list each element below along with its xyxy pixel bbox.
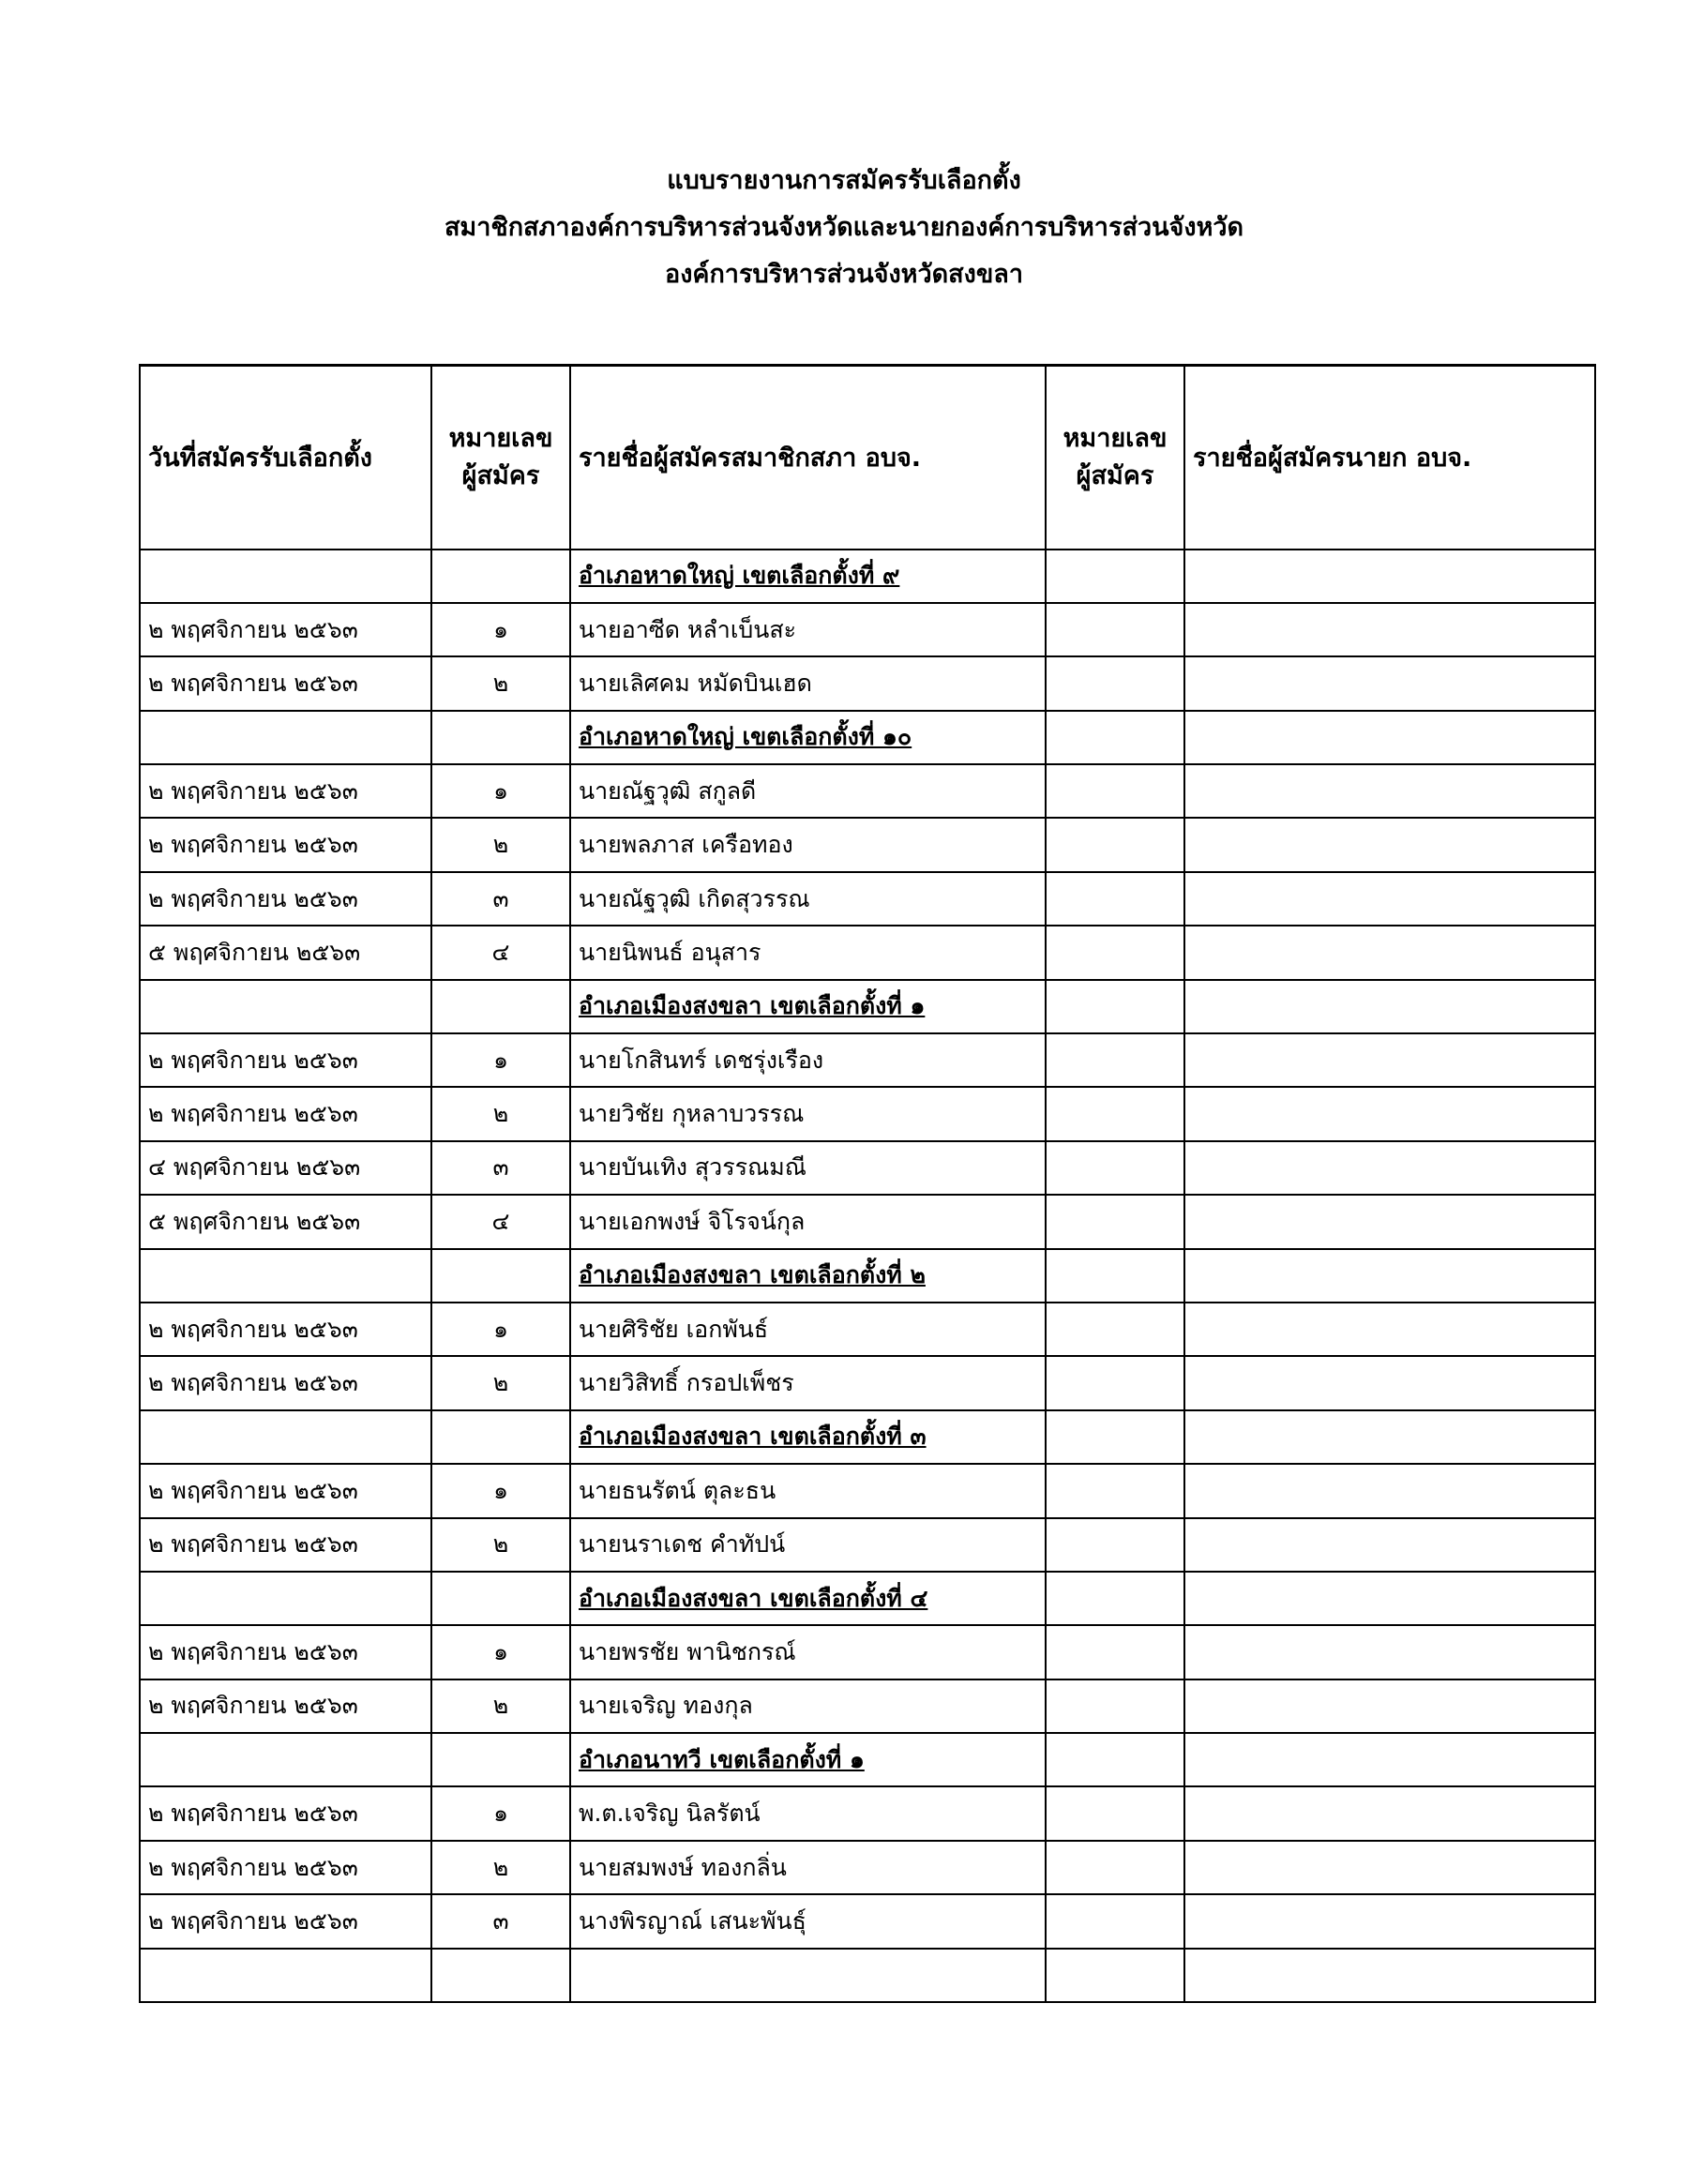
number-cell: ๓ <box>431 872 570 926</box>
date-cell: ๒ พฤศจิกายน ๒๕๖๓ <box>140 818 431 871</box>
mayor-name-cell <box>1184 1303 1595 1356</box>
district-row <box>140 980 1595 1033</box>
mayor-number-cell <box>1046 818 1184 871</box>
table-row <box>140 603 1595 656</box>
table-row <box>140 818 1595 871</box>
header-date: วันที่สมัครรับเลือกตั้ง <box>140 366 431 550</box>
mayor-number-cell <box>1046 1679 1184 1733</box>
number-cell: ๒ <box>431 1679 570 1733</box>
candidate-name-cell: นายสมพงษ์ ทองกลิ่น <box>570 1841 1046 1894</box>
mayor-number-cell <box>1046 1464 1184 1517</box>
date-cell: ๒ พฤศจิกายน ๒๕๖๓ <box>140 1894 431 1948</box>
mayor-number-cell <box>1046 980 1184 1033</box>
candidate-name-cell: พ.ต.เจริญ นิลรัตน์ <box>570 1786 1046 1840</box>
header-mayor-number-line1: หมายเลข <box>1063 423 1168 453</box>
mayor-name-cell <box>1184 656 1595 710</box>
mayor-number-cell <box>1046 1894 1184 1948</box>
district-row <box>140 1733 1595 1786</box>
title-line-3: องค์การบริหารส่วนจังหวัดสงขลา <box>665 260 1023 289</box>
date-cell <box>140 980 431 1033</box>
table-row <box>140 926 1595 979</box>
table-row <box>140 1679 1595 1733</box>
date-cell <box>140 1410 431 1464</box>
date-cell <box>140 1949 431 2002</box>
mayor-number-cell <box>1046 603 1184 656</box>
candidate-name-cell: นายวิชัย กุหลาบวรรณ <box>570 1087 1046 1140</box>
header-number <box>431 366 570 550</box>
number-cell <box>431 711 570 764</box>
mayor-number-cell <box>1046 1949 1184 2002</box>
mayor-name-cell <box>1184 1464 1595 1517</box>
date-cell: ๒ พฤศจิกายน ๒๕๖๓ <box>140 1303 431 1356</box>
candidate-name-cell <box>570 1949 1046 2002</box>
district-row <box>140 1410 1595 1464</box>
mayor-name-cell <box>1184 926 1595 979</box>
date-cell: ๒ พฤศจิกายน ๒๕๖๓ <box>140 603 431 656</box>
mayor-number-cell <box>1046 1087 1184 1140</box>
mayor-number-cell <box>1046 1356 1184 1409</box>
date-cell: ๒ พฤศจิกายน ๒๕๖๓ <box>140 872 431 926</box>
candidate-name-cell: นายอาซีด หลำเบ็นสะ <box>570 603 1046 656</box>
mayor-name-cell <box>1184 1679 1595 1733</box>
date-cell <box>140 711 431 764</box>
date-cell <box>140 1249 431 1303</box>
number-cell <box>431 1249 570 1303</box>
candidate-name-cell: นายณัฐวุฒิ เกิดสุวรรณ <box>570 872 1046 926</box>
district-label: อำเภอหาดใหญ่ เขตเลือกตั้งที่ ๙ <box>570 550 1046 603</box>
mayor-name-cell <box>1184 1410 1595 1464</box>
mayor-name-cell <box>1184 764 1595 818</box>
candidate-table <box>139 364 1596 2003</box>
district-row <box>140 1249 1595 1303</box>
candidate-name-cell: นายนราเดช คำทัปน์ <box>570 1518 1046 1572</box>
mayor-name-cell <box>1184 1949 1595 2002</box>
table-row <box>140 764 1595 818</box>
candidate-name-cell: นายศิริชัย เอกพันธ์ <box>570 1303 1046 1356</box>
table-header-row <box>140 366 1595 550</box>
candidate-name-cell: นายเอกพงษ์ จิโรจน์กุล <box>570 1195 1046 1248</box>
district-row <box>140 550 1595 603</box>
table-row <box>140 1195 1595 1248</box>
date-cell: ๔ พฤศจิกายน ๒๕๖๓ <box>140 1141 431 1195</box>
number-cell <box>431 1572 570 1625</box>
mayor-number-cell <box>1046 1625 1184 1679</box>
mayor-name-cell <box>1184 1195 1595 1248</box>
district-row <box>140 1572 1595 1625</box>
candidate-name-cell: นายนิพนธ์ อนุสาร <box>570 926 1046 979</box>
blank-row <box>140 1949 1595 2002</box>
table-row <box>140 1087 1595 1140</box>
mayor-number-cell <box>1046 872 1184 926</box>
mayor-number-cell <box>1046 1033 1184 1087</box>
candidate-name-cell: นายพรชัย พานิชกรณ์ <box>570 1625 1046 1679</box>
number-cell: ๑ <box>431 603 570 656</box>
number-cell: ๑ <box>431 1786 570 1840</box>
table-row <box>140 1518 1595 1572</box>
candidate-name-cell: นายบันเทิง สุวรรณมณี <box>570 1141 1046 1195</box>
number-cell: ๓ <box>431 1894 570 1948</box>
mayor-name-cell <box>1184 1733 1595 1786</box>
mayor-name-cell <box>1184 1033 1595 1087</box>
number-cell: ๔ <box>431 926 570 979</box>
candidate-name-cell: นางพิรญาณ์ เสนะพันธุ์ <box>570 1894 1046 1948</box>
table-row <box>140 1625 1595 1679</box>
number-cell: ๑ <box>431 1464 570 1517</box>
number-cell: ๒ <box>431 1518 570 1572</box>
date-cell: ๒ พฤศจิกายน ๒๕๖๓ <box>140 1464 431 1517</box>
number-cell: ๑ <box>431 1303 570 1356</box>
number-cell: ๒ <box>431 1356 570 1409</box>
mayor-name-cell <box>1184 603 1595 656</box>
number-cell <box>431 980 570 1033</box>
number-cell: ๒ <box>431 1841 570 1894</box>
date-cell: ๒ พฤศจิกายน ๒๕๖๓ <box>140 1625 431 1679</box>
number-cell <box>431 550 570 603</box>
date-cell: ๒ พฤศจิกายน ๒๕๖๓ <box>140 656 431 710</box>
date-cell: ๒ พฤศจิกายน ๒๕๖๓ <box>140 1786 431 1840</box>
table-row <box>140 1464 1595 1517</box>
date-cell: ๕ พฤศจิกายน ๒๕๖๓ <box>140 926 431 979</box>
mayor-name-cell <box>1184 1356 1595 1409</box>
mayor-number-cell <box>1046 550 1184 603</box>
date-cell: ๒ พฤศจิกายน ๒๕๖๓ <box>140 1841 431 1894</box>
table-body <box>140 550 1595 2003</box>
mayor-name-cell <box>1184 1841 1595 1894</box>
header-mayor-number-line2: ผู้สมัคร <box>1076 460 1154 490</box>
table-row <box>140 1786 1595 1840</box>
mayor-name-cell <box>1184 1087 1595 1140</box>
title-line-2: สมาชิกสภาองค์การบริหารส่วนจังหวัดและนายกองค์การบริหารส่วนจังหวัด <box>444 213 1244 242</box>
table-row <box>140 872 1595 926</box>
number-cell <box>431 1410 570 1464</box>
table-row <box>140 1141 1595 1195</box>
number-cell: ๒ <box>431 818 570 871</box>
report-title <box>0 158 1688 298</box>
date-cell <box>140 1733 431 1786</box>
header-mayor-names: รายชื่อผู้สมัครนายก อบจ. <box>1184 366 1595 550</box>
number-cell: ๒ <box>431 1087 570 1140</box>
district-label: อำเภอหาดใหญ่ เขตเลือกตั้งที่ ๑๐ <box>570 711 1046 764</box>
mayor-number-cell <box>1046 926 1184 979</box>
table-row <box>140 1033 1595 1087</box>
mayor-number-cell <box>1046 1195 1184 1248</box>
mayor-name-cell <box>1184 872 1595 926</box>
mayor-name-cell <box>1184 1894 1595 1948</box>
mayor-name-cell <box>1184 1572 1595 1625</box>
number-cell: ๑ <box>431 1625 570 1679</box>
header-council-names: รายชื่อผู้สมัครสมาชิกสภา อบจ. <box>570 366 1046 550</box>
candidate-name-cell: นายพลภาส เครือทอง <box>570 818 1046 871</box>
mayor-number-cell <box>1046 1141 1184 1195</box>
candidate-name-cell: นายเจริญ ทองกุล <box>570 1679 1046 1733</box>
number-cell: ๔ <box>431 1195 570 1248</box>
number-cell <box>431 1949 570 2002</box>
candidate-name-cell: นายณัฐวุฒิ สกูลดี <box>570 764 1046 818</box>
mayor-number-cell <box>1046 1572 1184 1625</box>
mayor-name-cell <box>1184 1786 1595 1840</box>
date-cell: ๒ พฤศจิกายน ๒๕๖๓ <box>140 1518 431 1572</box>
district-label: อำเภอเมืองสงขลา เขตเลือกตั้งที่ ๓ <box>570 1410 1046 1464</box>
mayor-number-cell <box>1046 1733 1184 1786</box>
mayor-number-cell <box>1046 1410 1184 1464</box>
title-line-1: แบบรายงานการสมัครรับเลือกตั้ง <box>667 166 1021 195</box>
mayor-number-cell <box>1046 1786 1184 1840</box>
district-label: อำเภอเมืองสงขลา เขตเลือกตั้งที่ ๔ <box>570 1572 1046 1625</box>
district-row <box>140 711 1595 764</box>
district-label: อำเภอเมืองสงขลา เขตเลือกตั้งที่ ๒ <box>570 1249 1046 1303</box>
mayor-name-cell <box>1184 980 1595 1033</box>
mayor-number-cell <box>1046 656 1184 710</box>
candidate-name-cell: นายเลิศคม หมัดบินเฮด <box>570 656 1046 710</box>
number-cell: ๑ <box>431 764 570 818</box>
district-label: อำเภอนาทวี เขตเลือกตั้งที่ ๑ <box>570 1733 1046 1786</box>
mayor-name-cell <box>1184 711 1595 764</box>
mayor-number-cell <box>1046 1249 1184 1303</box>
table-row <box>140 1841 1595 1894</box>
mayor-name-cell <box>1184 550 1595 603</box>
mayor-name-cell <box>1184 1625 1595 1679</box>
candidate-name-cell: นายโกสินทร์ เดชรุ่งเรือง <box>570 1033 1046 1087</box>
district-label: อำเภอเมืองสงขลา เขตเลือกตั้งที่ ๑ <box>570 980 1046 1033</box>
mayor-number-cell <box>1046 711 1184 764</box>
number-cell: ๓ <box>431 1141 570 1195</box>
mayor-name-cell <box>1184 1249 1595 1303</box>
mayor-name-cell <box>1184 1518 1595 1572</box>
number-cell: ๑ <box>431 1033 570 1087</box>
date-cell <box>140 550 431 603</box>
table-row <box>140 1894 1595 1948</box>
mayor-number-cell <box>1046 1518 1184 1572</box>
date-cell: ๒ พฤศจิกายน ๒๕๖๓ <box>140 1356 431 1409</box>
mayor-number-cell <box>1046 1841 1184 1894</box>
header-number-line2: ผู้สมัคร <box>461 460 540 490</box>
header-mayor-number <box>1046 366 1184 550</box>
table-row <box>140 1356 1595 1409</box>
candidate-name-cell: นายธนรัตน์ ตุละธน <box>570 1464 1046 1517</box>
date-cell: ๒ พฤศจิกายน ๒๕๖๓ <box>140 764 431 818</box>
date-cell <box>140 1572 431 1625</box>
table-row <box>140 656 1595 710</box>
mayor-name-cell <box>1184 1141 1595 1195</box>
table-row <box>140 1303 1595 1356</box>
mayor-name-cell <box>1184 818 1595 871</box>
date-cell: ๒ พฤศจิกายน ๒๕๖๓ <box>140 1087 431 1140</box>
header-number-line1: หมายเลข <box>448 423 553 453</box>
number-cell <box>431 1733 570 1786</box>
mayor-number-cell <box>1046 764 1184 818</box>
date-cell: ๕ พฤศจิกายน ๒๕๖๓ <box>140 1195 431 1248</box>
date-cell: ๒ พฤศจิกายน ๒๕๖๓ <box>140 1033 431 1087</box>
candidate-name-cell: นายวิสิทธิ์ กรอปเพ็ชร <box>570 1356 1046 1409</box>
number-cell: ๒ <box>431 656 570 710</box>
mayor-number-cell <box>1046 1303 1184 1356</box>
date-cell: ๒ พฤศจิกายน ๒๕๖๓ <box>140 1679 431 1733</box>
